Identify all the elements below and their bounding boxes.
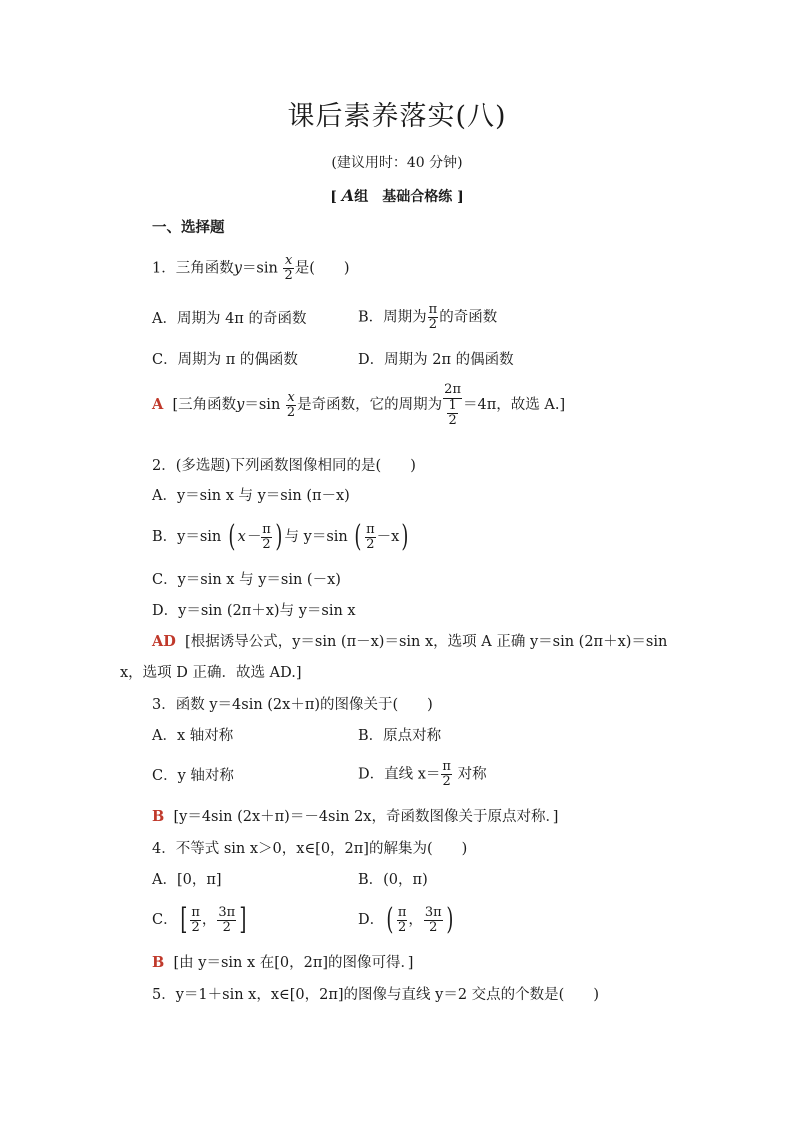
answer-letter: AD (152, 633, 176, 650)
question-1-option-b: B．周期为 $\frac{\pi}{2}$ 的奇函数 (358, 302, 498, 332)
fraction-x-over-2: $\frac{x}{2}$ (286, 389, 296, 420)
fraction-3pi-over-2: $\frac{3\pi}{2}$ (218, 904, 236, 935)
question-2-option-c: C．y＝sin x 与 y＝sin (－x) (152, 572, 341, 588)
question-4-option-b: B．(0，π) (358, 872, 428, 888)
question-4-option-a: A．[0，π] (152, 872, 222, 888)
answer-letter: B (152, 808, 165, 825)
question-2-option-d: D．y＝sin (2π＋x)与 y＝sin x (152, 603, 356, 619)
question-4-option-d: D．( $\frac{\pi}{2}$ ， $\frac{3\pi}{2}$ ) (358, 902, 454, 937)
section-heading: 一、选择题 (152, 219, 225, 236)
question-4-stem: 4．不等式 sin x＞0，x∈[0，2π]的解集为( ) (152, 841, 468, 857)
time-hint: (建议用时：40 分钟) (331, 155, 463, 171)
question-2-answer-cont: x，选项 D 正确．故选 AD.] (120, 665, 302, 681)
question-1-option-a: A．周期为 4π 的奇函数 (152, 311, 307, 327)
question-1-option-c: C．周期为 π 的偶函数 (152, 352, 298, 368)
page-title: 课后素养落实(八) (287, 101, 507, 132)
question-2-option-b: B．y＝sin ( x－ $\frac{\pi}{2}$ ) 与 y＝sin ( $\frac{\pi}{2}$ －x) (152, 519, 409, 554)
answer-letter: B (152, 954, 165, 971)
question-2-option-a: A．y＝sin x 与 y＝sin (π－x) (152, 488, 350, 504)
fraction-pi-over-2: $\frac{\pi}{2}$ (397, 904, 407, 935)
question-3-option-c: C．y 轴对称 (152, 768, 234, 784)
group-label: 组 基础合格练 (354, 189, 453, 205)
fraction-pi-over-2: $\frac{\pi}{2}$ (191, 904, 200, 935)
question-3-answer: B [y＝4sin (2x＋π)＝－4sin 2x，奇函数图像关于原点对称．] (152, 808, 559, 825)
question-2-answer: AD [根据诱导公式，y＝sin (π－x)＝sin x，选项 A 正确 y＝sin (2π＋x)＝sin (152, 633, 668, 650)
question-3-option-a: A．x 轴对称 (152, 728, 234, 744)
question-4-option-c: C．[ $\frac{\pi}{2}$ ， $\frac{3\pi}{2}$ ] (152, 902, 247, 937)
question-1-prefix: 1．三角函数 (152, 260, 234, 277)
question-1-answer: A [三角函数y＝sin $\frac{x}{2}$ 是奇函数，它的周期为 $\frac{2\pi}{\frac{1}{2}}$ ＝4π，故选 A.] (152, 382, 566, 428)
answer-letter: A (152, 396, 164, 413)
group-bracket-close: ] (457, 189, 464, 205)
question-1-suffix: 是( ) (294, 260, 350, 277)
fraction-pi-over-2: $\frac{\pi}{2}$ (262, 521, 271, 552)
var-y: y (233, 260, 242, 277)
group-heading (0, 187, 794, 206)
fraction-period: $\frac{2\pi}{\frac{1}{2}}$ (444, 382, 461, 428)
question-1-stem (152, 254, 350, 283)
question-2-stem: 2．(多选题)下列函数图像相同的是( ) (152, 458, 416, 474)
question-3-option-b: B．原点对称 (358, 728, 442, 744)
question-1-option-d: D．周期为 2π 的偶函数 (358, 352, 514, 368)
fraction-pi-over-2: $\frac{\pi}{2}$ (428, 302, 438, 332)
group-letter: A (341, 186, 355, 205)
question-5-stem: 5．y＝1＋sin x，x∈[0，2π]的图像与直线 y＝2 交点的个数是( ) (152, 987, 599, 1003)
question-3-stem: 3．函数 y＝4sin (2x＋π)的图像关于( ) (152, 697, 433, 713)
question-1-eq: ＝sin (241, 260, 278, 277)
fraction-pi-over-2: $\frac{\pi}{2}$ (366, 521, 375, 552)
fraction-x-over-2: $\frac{x}{2}$ (284, 253, 293, 283)
question-4-answer: B [由 y＝sin x 在[0，2π]的图像可得．] (152, 954, 414, 971)
fraction-3pi-over-2: $\frac{3\pi}{2}$ (424, 904, 442, 935)
fraction-pi-over-2: $\frac{\pi}{2}$ (442, 759, 451, 789)
group-bracket-open: [ (330, 189, 337, 205)
question-3-option-d: D．直线 x＝ $\frac{\pi}{2}$ 对称 (358, 759, 487, 789)
